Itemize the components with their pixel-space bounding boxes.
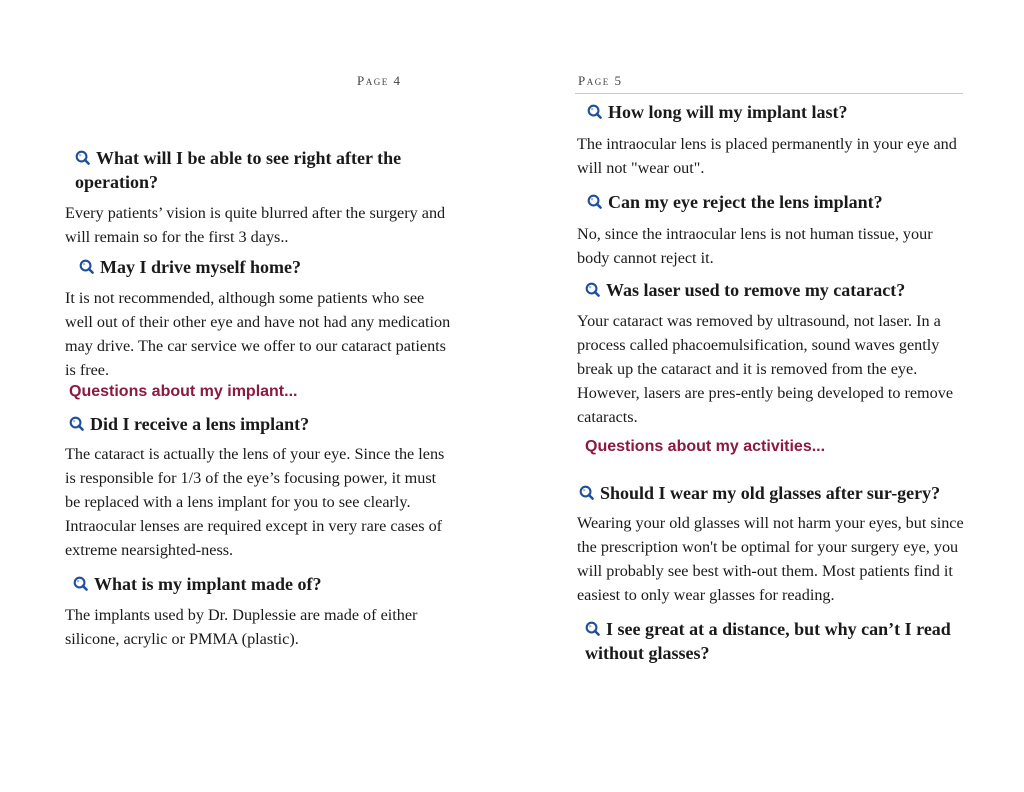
question-magnifier-icon	[75, 150, 90, 165]
page-number-left: Page 4	[357, 73, 402, 88]
question-heading: What is my implant made of?	[73, 572, 455, 596]
question-heading: I see great at a distance, but why can’t I read without glasses?	[585, 619, 951, 663]
answer-text: It is not recommended, although some patients who see well out of their other eye and have not had any medication may drive. The car service we offer to our cataract patients is free.	[65, 289, 451, 379]
question-magnifier-icon	[73, 576, 88, 591]
answer-text: Every patients’ vision is quite blurred after the surgery and will remain so for the first 3 days..	[65, 204, 446, 246]
right-page-column	[577, 100, 967, 665]
section-heading: Questions about my activities...	[585, 438, 826, 455]
question-heading: Can my eye reject the lens implant?	[587, 190, 967, 214]
question-heading: What will I be able to see right after the operation?	[75, 148, 402, 192]
answer-text: The implants used by Dr. Duplessie are made of either silicone, acrylic or PMMA (plastic).	[65, 606, 418, 648]
page-number-right: Page 5	[578, 73, 623, 88]
answer-text: The intraocular lens is placed permanently in your eye and will not "wear out".	[577, 135, 957, 177]
question-magnifier-icon	[579, 485, 594, 500]
section-heading: Questions about my implant...	[69, 383, 298, 400]
answer-text: Wearing your old glasses will not harm your eyes, but since the prescription won't be optimal for your surgery eye, you will probably see best with-out them. Most patients find it easiest to only wear glasses for reading.	[577, 514, 964, 604]
question-magnifier-icon	[79, 259, 94, 274]
question-magnifier-icon	[585, 282, 600, 297]
answer-text: No, since the intraocular lens is not human tissue, your body cannot reject it.	[577, 225, 933, 267]
question-heading: Did I receive a lens implant?	[69, 412, 455, 436]
answer-text: Your cataract was removed by ultrasound, not laser. In a process called phacoemulsification, sound waves gently break up the cataract and it is removed from the eye. However, lasers are pres-ently being developed to remove cataracts.	[577, 312, 954, 426]
question-heading: May I drive myself home?	[79, 255, 455, 279]
question-magnifier-icon	[587, 194, 602, 209]
question-heading: How long will my implant last?	[587, 100, 967, 124]
question-heading: Should I wear my old glasses after sur-gery?	[579, 481, 967, 505]
question-heading: Was laser used to remove my cataract?	[585, 278, 967, 302]
answer-text: The cataract is actually the lens of your eye. Since the lens is responsible for 1/3 of the eye’s focusing power, it must be replaced with a lens implant for you to see clearly. Intraocular lenses are required except in very rare cases of extreme nearsighted-ness.	[65, 445, 445, 559]
question-magnifier-icon	[587, 104, 602, 119]
question-magnifier-icon	[69, 416, 84, 431]
header-rule	[575, 93, 963, 94]
question-magnifier-icon	[585, 621, 600, 636]
left-page-column	[65, 146, 455, 651]
